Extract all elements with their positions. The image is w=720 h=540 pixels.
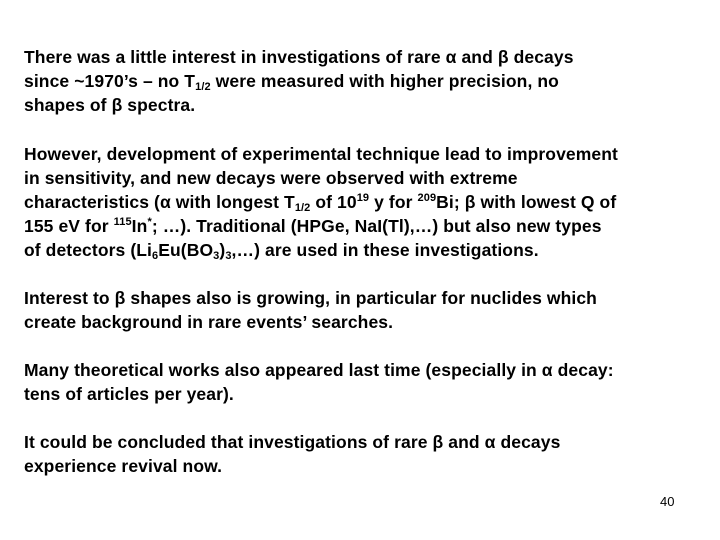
beta-symbol: β	[497, 47, 509, 67]
text-line: since ~1970’s – no $T_{1/2}$ were measured with higher precision, no	[24, 71, 559, 93]
paragraph-rare-decays-history	[24, 45, 704, 117]
text-line: There was a little interest in investigations of rare α and β decays	[24, 47, 574, 67]
text-line: experience revival now.	[24, 456, 223, 476]
text-line: 155 eV for $^{115}$In*; …). Traditional (HPGe, NaI(Tl),…) but also new types	[24, 216, 602, 236]
beta-symbol: β	[464, 192, 476, 212]
text-line: of detectors $(Li_6Eu(BO_3)_3,\dots)$ are used in these investigations.	[24, 240, 539, 262]
text-line: tens of articles per year).	[24, 384, 234, 404]
page-number: 40	[660, 494, 675, 509]
text-line: shapes of β spectra.	[24, 95, 196, 115]
text-line: create background in rare events’ searches.	[24, 312, 394, 332]
beta-symbol: β	[432, 432, 444, 452]
text-line: However, development of experimental technique lead to improvement	[24, 144, 618, 164]
text-line: in sensitivity, and new decays were observed with extreme	[24, 168, 518, 188]
alpha-symbol: α	[445, 47, 457, 67]
text-line: Interest to β shapes also is growing, in particular for nuclides which	[24, 288, 597, 308]
paragraph-theoretical-works	[24, 358, 704, 406]
paragraph-experimental-development	[24, 142, 704, 262]
paragraph-beta-shapes-interest	[24, 286, 704, 334]
paragraph-conclusion	[24, 430, 704, 478]
text-line: Many theoretical works also appeared last time (especially in α decay:	[24, 360, 614, 380]
text-line: It could be concluded that investigations of rare β and α decays	[24, 432, 561, 452]
alpha-symbol: α	[484, 432, 496, 452]
beta-symbol: β	[114, 288, 126, 308]
alpha-symbol: α	[159, 192, 171, 212]
alpha-symbol: α	[541, 360, 553, 380]
beta-symbol: β	[111, 95, 123, 115]
text-line: characteristics (α with longest $T_{1/2}$ of $10^{19}$ y for $^{209}$Bi; β with lowest Q of	[24, 192, 617, 214]
